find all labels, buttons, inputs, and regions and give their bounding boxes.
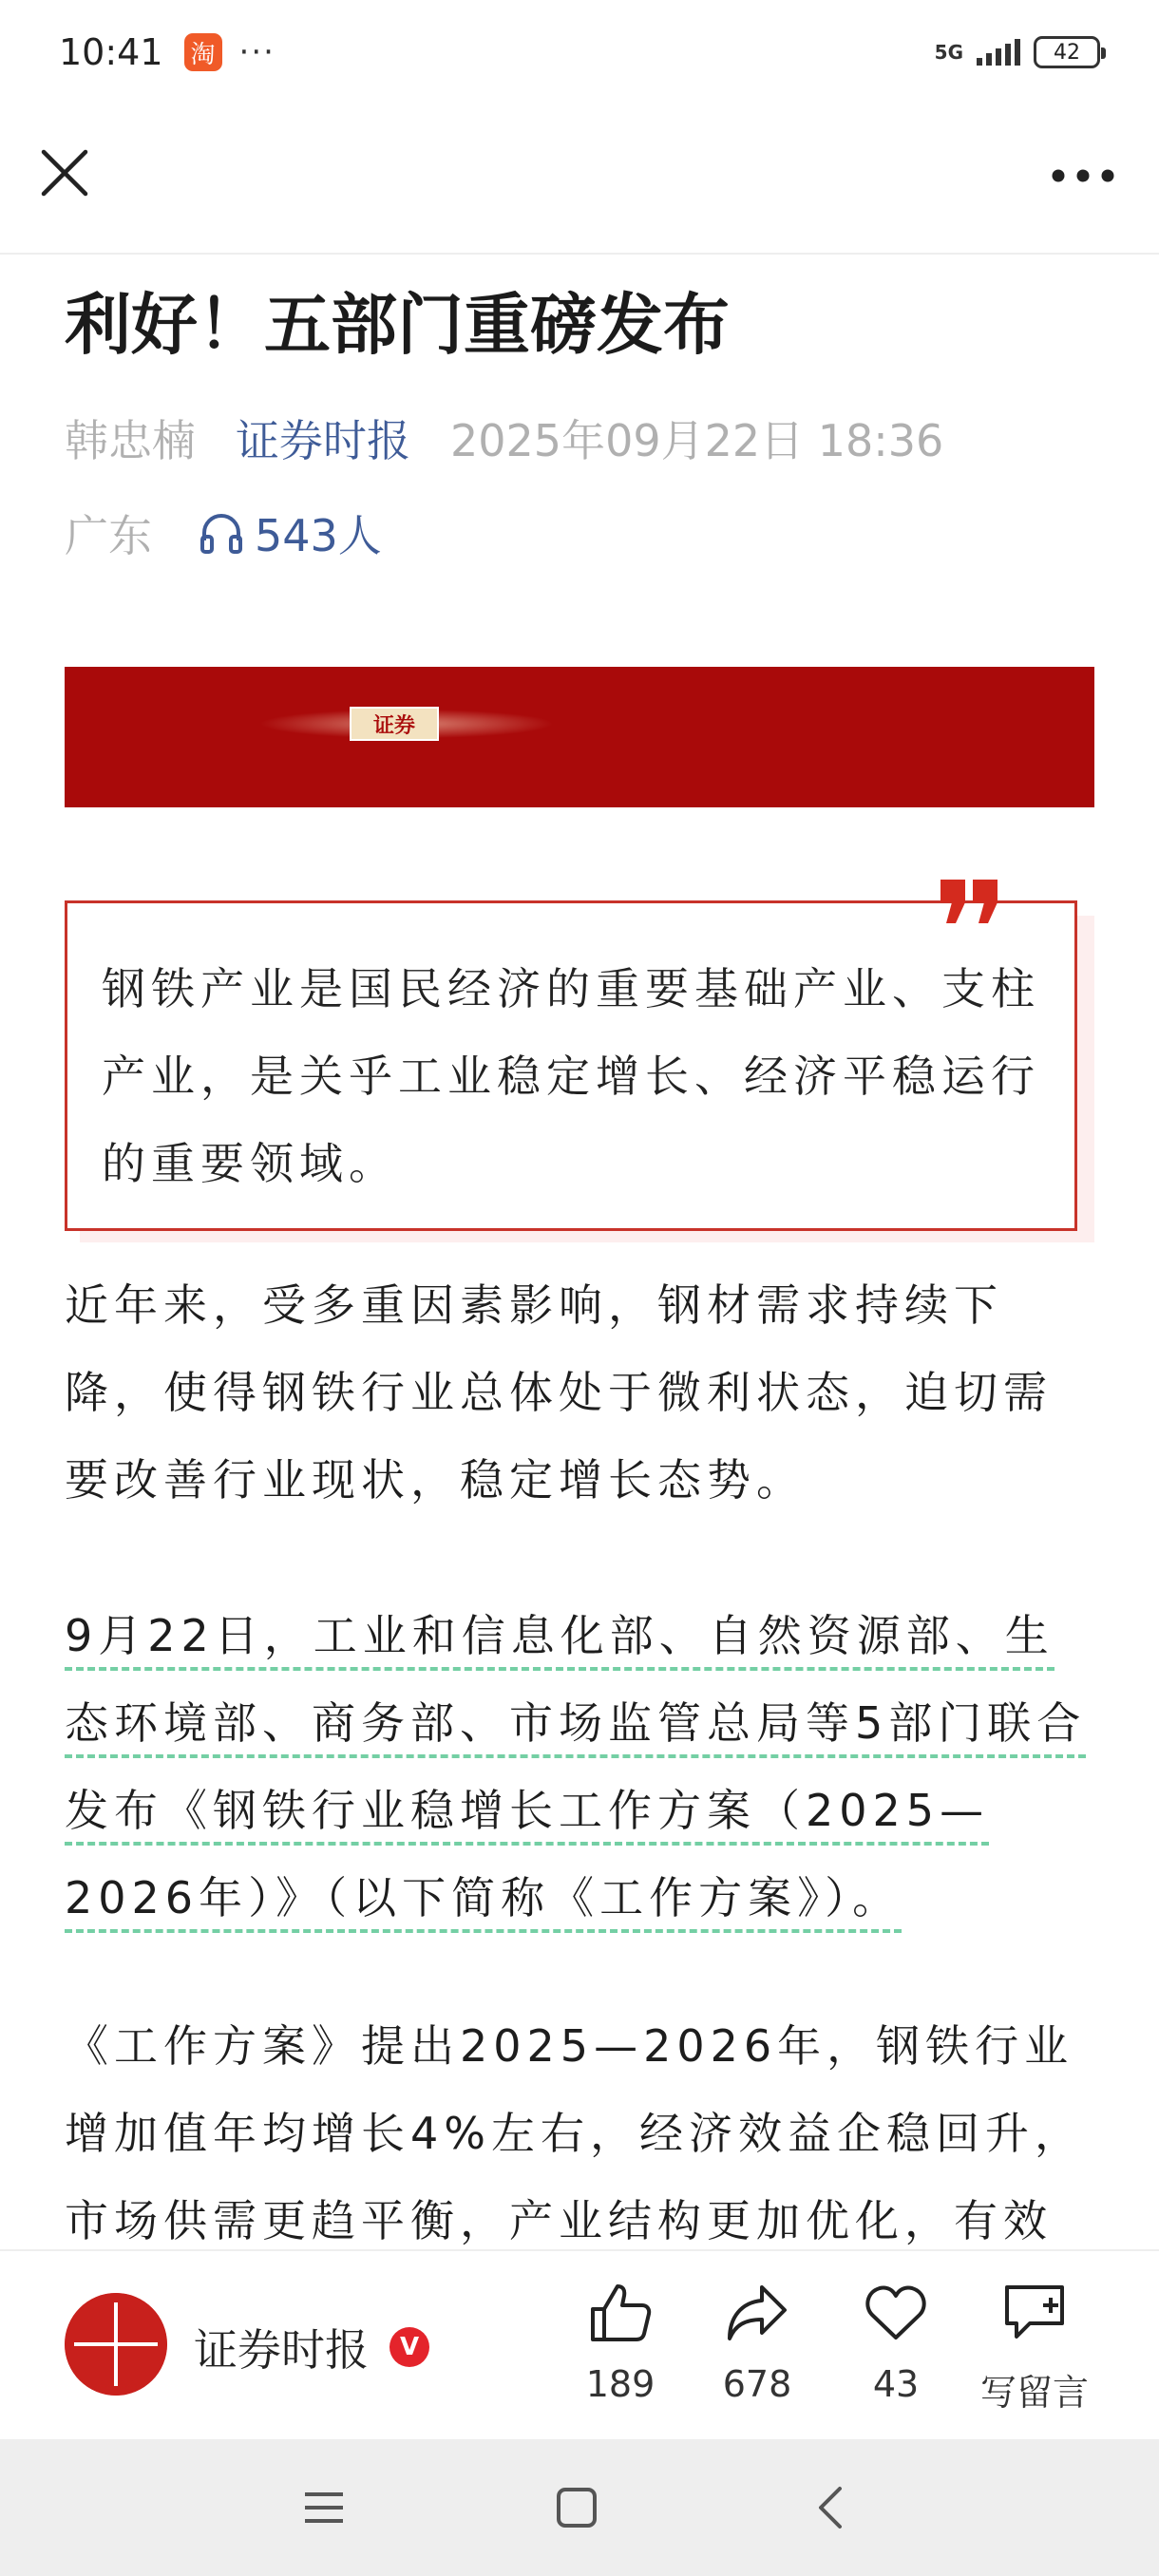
more-dots-icon [1052, 169, 1114, 182]
write-comment-button[interactable] [973, 2280, 1096, 2422]
more-notifications-icon: ··· [238, 33, 276, 71]
like-count: 189 [585, 2363, 656, 2405]
like-button[interactable] [559, 2280, 682, 2422]
article-banner [65, 667, 1094, 807]
listener-count: 543人 [255, 510, 382, 561]
paragraph-2[interactable] [65, 1592, 1094, 1941]
status-bar [0, 0, 1159, 104]
status-time: 10:41 [59, 31, 163, 73]
account-name[interactable]: 证券时报 [194, 2324, 369, 2376]
more-options-button[interactable] [1045, 152, 1121, 199]
quote-mark-icon [939, 878, 1001, 925]
system-nav-bar [0, 2439, 1159, 2576]
paragraph-3: 《工作方案》提出2025—2026年，钢铁行业增加值年均增长4%左右，经济效益企稳回升，市场供需更趋平衡，产业结构更加优化，有效 [65, 2020, 1084, 2246]
paragraph-1: 近年来，受多重因素影响，钢材需求持续下降，使得钢铁行业总体处于微利状态，迫切需要改善行业现状，稳定增长态势。 [65, 1279, 1053, 1506]
favorite-count: 43 [872, 2363, 920, 2405]
quote-box [65, 900, 1077, 1231]
quote-text: 钢铁产业是国民经济的重要基础产业、支柱产业，是关乎工业稳定增长、经济平稳运行的重要领域。 [102, 963, 1040, 1189]
write-comment-label: 写留言 [979, 2372, 1089, 2414]
menu-icon [303, 2489, 345, 2527]
favorite-button[interactable] [834, 2280, 958, 2422]
status-indicators [935, 36, 1100, 68]
article-meta-secondary [65, 502, 382, 564]
article-meta [65, 407, 943, 469]
bottom-action-bar [0, 2249, 1159, 2439]
close-icon [40, 148, 89, 198]
battery-icon [1034, 36, 1100, 68]
comment-add-icon [1001, 2283, 1068, 2342]
battery-level: 42 [1054, 40, 1080, 65]
article-title: 利好！五部门重磅发布 [65, 286, 730, 364]
recent-apps-button[interactable] [291, 2477, 357, 2538]
publish-datetime: 2025年09月22日 18:36 [450, 415, 944, 466]
verified-badge-icon: V [390, 2327, 429, 2367]
share-button[interactable] [695, 2280, 819, 2422]
signal-icon [977, 39, 1020, 66]
home-button[interactable] [543, 2477, 610, 2538]
avatar-logo-icon [65, 2293, 167, 2396]
heart-icon [864, 2284, 927, 2341]
author-name: 韩忠楠 [65, 415, 196, 466]
share-icon [726, 2283, 788, 2342]
listen-button[interactable] [200, 502, 382, 564]
share-count: 678 [722, 2363, 792, 2405]
location: 广东 [65, 510, 152, 561]
account-avatar[interactable] [65, 2293, 167, 2396]
back-chevron-icon [815, 2485, 844, 2530]
taobao-notification-icon: 淘 [184, 33, 222, 71]
paragraph-2-text: 9月22日，工业和信息化部、自然资源部、生态环境部、商务部、市场监管总局等5部门联合发布《钢铁行业稳增长工作方案（2025—2026年）》（以下简称《工作方案》）。 [65, 1610, 1086, 1933]
network-type: 5G [934, 41, 963, 64]
home-square-icon [556, 2487, 598, 2529]
source-link[interactable]: 证券时报 [236, 415, 410, 466]
close-button[interactable] [34, 142, 95, 203]
headphones-icon [200, 512, 243, 554]
article-content[interactable] [0, 255, 1159, 2249]
banner-logo: 证券 [350, 707, 439, 741]
back-button[interactable] [796, 2477, 863, 2538]
thumbs-up-icon [589, 2282, 652, 2343]
nav-bar [0, 123, 1159, 256]
